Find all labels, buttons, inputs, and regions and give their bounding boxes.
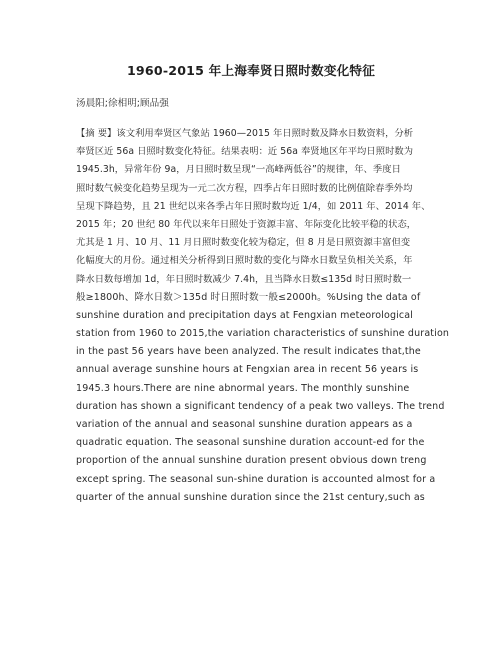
abstract-line: 尤其是 1 月、10 月、11 月日照时数变化较为稳定，但 8 月是日照资源丰富但变	[76, 237, 411, 249]
abstract-line: variation of the annual and seasonal sunshine duration appears as a	[76, 419, 413, 430]
abstract-line: station from 1960 to 2015,the variation characteristics of sunshine duration	[76, 328, 450, 340]
abstract-line: proportion of the annual sunshine duration present obvious down treng	[76, 455, 427, 467]
abstract-line: annual average sunshine hours at Fengxian area in recent 56 years is	[76, 364, 419, 376]
abstract-line: sunshine duration and precipitation days at Fengxian meteorological	[76, 309, 414, 321]
paper-authors: 汤晨阳;徐相明;顾品强	[76, 98, 169, 109]
abstract-line: 1945.3h，异常年份 9a，月日照时数呈现“一高峰两低谷”的规律，年、季度日	[76, 164, 401, 176]
abstract-line: 奉贤区近 56a 日照时数变化特征。结果表明：近 56a 奉贤地区年平均日照时数为	[76, 146, 414, 158]
abstract-line: 2015 年；20 世纪 80 年代以来年日照处于资源丰富、年际变化比较平稳的状态，	[76, 218, 417, 230]
abstract-line: 照时数气候变化趋势呈现为一元二次方程，四季占年日照时数的比例值除春季外均	[76, 182, 413, 194]
abstract-line: except spring. The seasonal sun-shine duration is accounted almost for a	[76, 473, 436, 485]
abstract-line: quadratic equation. The seasonal sunshine duration account-ed for the	[76, 437, 425, 449]
abstract-line: 1945.3 hours.There are nine abnormal years. The monthly sunshine	[76, 382, 410, 394]
abstract-line: 般≥1800h、降水日数＞135d 时日照时数一般≤2000h。%Using the data of	[76, 291, 421, 303]
abstract-line: quarter of the annual sunshine duration since the 21st century,such as	[76, 491, 425, 503]
abstract-line: 呈现下降趋势，且 21 世纪以来各季占年日照时数均近 1/4，如 2011 年、2014 年、	[76, 200, 431, 212]
abstract-line: 【摘 要】该文利用奉贤区气象站 1960—2015 年日照时数及降水日数资料，分析	[76, 128, 414, 139]
abstract-body	[76, 125, 450, 507]
abstract-line: 化幅度大的月份。通过相关分析得到日照时数的变化与降水日数呈负相关关系，年	[76, 255, 413, 267]
abstract-line: 降水日数每增加 1d，年日照时数减少 7.4h，且当降水日数≤135d 时日照时数一	[76, 273, 412, 285]
abstract-line: in the past 56 years have been analyzed. The result indicates that,the	[76, 346, 421, 358]
abstract-line: duration has shown a significant tendency of a peak two valleys. The trend	[76, 400, 445, 412]
paper-title: 1960-2015 年上海奉贤日照时数变化特征	[126, 63, 376, 78]
